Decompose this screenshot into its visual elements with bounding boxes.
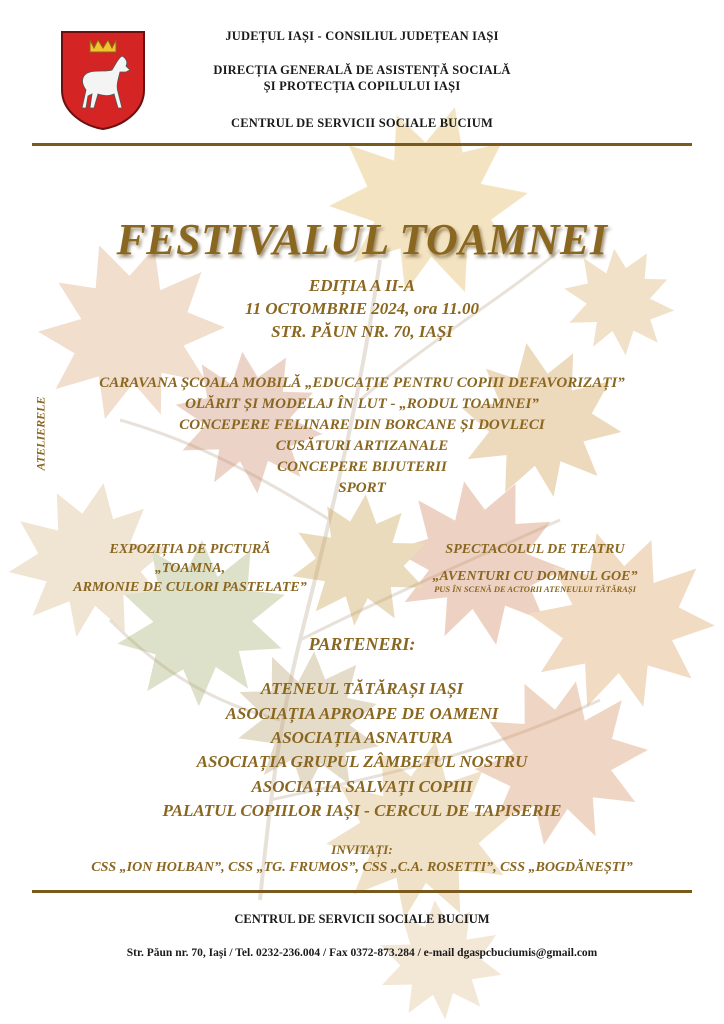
partner-item: ATENEUL TĂTĂRAȘI IAȘI	[260, 679, 464, 698]
theatre-title: SPECTACOLUL DE TEATRU	[445, 542, 625, 557]
event-date: 11 OCTOMBRIE 2024, ora 11.00	[245, 299, 479, 318]
workshop-item: CONCEPERE FELINARE DIN BORCANE ȘI DOVLECI	[179, 417, 545, 433]
workshops-side-label: ATELIERELE	[33, 396, 48, 471]
guests-list: CSS „ION HOLBAN”, CSS „TG. FRUMOS”, CSS „C.A. ROSETTI”, CSS „BOGDĂNEȘTI”	[91, 860, 633, 875]
workshop-item: CONCEPERE BIJUTERII	[277, 459, 447, 475]
partner-item: ASOCIAȚIA SALVAȚI COPIII	[251, 777, 473, 796]
exhibition-name-line1: „TOAMNA,	[154, 561, 226, 576]
footer-contact: Str. Păun nr. 70, Iași / Tel. 0232-236.004 / Fax 0372-873.284 / e-mail dgaspcbuciumis@gmail.com	[126, 947, 598, 959]
header-center: CENTRUL DE SERVICII SOCIALE BUCIUM	[231, 116, 493, 130]
partners-heading: PARTENERI:	[308, 634, 416, 654]
event-address: STR. PĂUN NR. 70, IAȘI	[271, 322, 453, 341]
workshop-item: CUSĂTURI ARTIZANALE	[275, 438, 449, 454]
header-directorate: DIRECȚIA GENERALĂ DE ASISTENȚĂ SOCIALĂ	[213, 63, 511, 77]
partner-item: PALATUL COPIILOR IAȘI - CERCUL DE TAPISERIE	[162, 801, 562, 820]
workshop-item: CARAVANA ȘCOALA MOBILĂ „EDUCAȚIE PENTRU COPIII DEFAVORIZAȚI”	[99, 375, 625, 391]
event-title: FESTIVALUL TOAMNEI	[116, 215, 608, 264]
partner-item: ASOCIAȚIA ASNATURA	[270, 728, 454, 747]
exhibition-title: EXPOZIȚIA DE PICTURĂ	[109, 542, 271, 557]
workshop-item: SPORT	[338, 480, 386, 496]
footer-divider	[32, 890, 692, 893]
header-divider	[32, 143, 692, 146]
theatre-play-name: „AVENTURI CU DOMNUL GOE”	[432, 569, 638, 584]
event-edition: EDIȚIA A II-A	[308, 276, 416, 295]
guests-heading: INVITAȚI:	[331, 842, 393, 857]
partner-item: ASOCIAȚIA APROAPE DE OAMENI	[225, 704, 499, 723]
theatre-note: PUS ÎN SCENĂ DE ACTORII ATENEULUI TĂTĂRAȘI	[434, 584, 636, 594]
workshop-item: OLĂRIT ȘI MODELAJ ÎN LUT - „RODUL TOAMNEI”	[185, 396, 539, 412]
exhibition-name-line2: ARMONIE DE CULORI PASTELATE”	[73, 580, 307, 595]
partner-item: ASOCIAȚIA GRUPUL ZÂMBETUL NOSTRU	[196, 752, 528, 771]
header-directorate-line2: ȘI PROTECȚIA COPILULUI IAȘI	[263, 79, 461, 93]
footer-center-name: CENTRUL DE SERVICII SOCIALE BUCIUM	[234, 912, 490, 926]
header-county-council: JUDEȚUL IAȘI - CONSILIUL JUDEȚEAN IAȘI	[225, 29, 499, 43]
